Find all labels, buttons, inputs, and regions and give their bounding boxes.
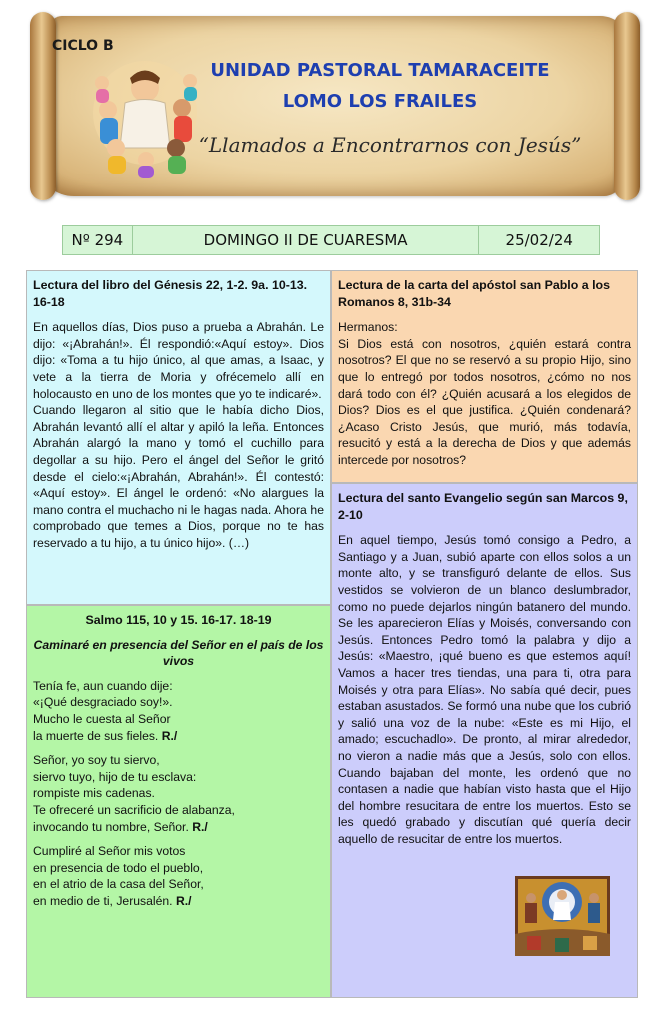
- psalm-line: invocando tu nombre, Señor.: [33, 819, 189, 834]
- gospel-heading: Lectura del santo Evangelio según san Marcos 9, 2-10: [338, 491, 628, 522]
- psalm-stanza-3: [33, 843, 324, 909]
- transfiguration-icon: [515, 876, 610, 956]
- gospel-mark: [331, 483, 638, 998]
- psalm-line: Cumpliré al Señor mis votos: [33, 844, 186, 859]
- psalm-refrain: R./: [161, 728, 178, 743]
- psalm-line: en medio de ti, Jerusalén.: [33, 893, 173, 908]
- bulletin-info-bar: [62, 225, 600, 255]
- psalm-line: en el atrio de la casa del Señor,: [33, 877, 204, 892]
- reading-romans: [331, 270, 638, 483]
- psalm-line: «¡Qué desgraciado soy!».: [33, 695, 173, 710]
- psalm-heading: Salmo 115, 10 y 15. 16-17. 18-19: [85, 613, 272, 627]
- psalm-line-last: [33, 728, 324, 745]
- psalm-line: la muerte de sus fieles.: [33, 728, 159, 743]
- reading-genesis: [26, 270, 331, 605]
- psalm-line: rompiste mis cadenas.: [33, 786, 155, 801]
- genesis-heading: Lectura del libro del Génesis 22, 1-2. 9a. 10-13. 16-18: [33, 278, 308, 309]
- psalm-refrain: R./: [192, 819, 208, 834]
- psalm-refrain: R./: [175, 893, 192, 908]
- genesis-paragraph-2: Cuando llegaron al sitio que le había dicho Dios, Abrahán levantó allí el altar y apiló la leña. Entonces Abrahán alargó la mano y tomó el cuchillo para degollar a su hijo. Pero el ángel del Señor le gritó desde el cielo:«¡Abrahán, Abrahán!». Él contestó: «Aquí estoy». El ángel le ordenó: «No alargues la mano contra el muchacho ni le hagas nada. Ahora he comprobado que temes a Dios, porque no te has reservado a tu hijo, a tu único hijo». (…): [33, 403, 324, 550]
- psalm-line-last: [33, 819, 324, 836]
- romans-heading: Lectura de la carta del apóstol san Pablo a los Romanos 8, 31b-34: [338, 278, 610, 309]
- psalm-line: en presencia de todo el pueblo,: [33, 860, 204, 875]
- romans-greeting: Hermanos:: [338, 320, 398, 335]
- psalm: [26, 605, 331, 998]
- psalm-line-last: [33, 893, 324, 910]
- psalm-stanza-1: [33, 678, 324, 744]
- liturgical-day: DOMINGO II DE CUARESMA: [133, 226, 480, 254]
- psalm-line: Tenía fe, aun cuando dije:: [33, 678, 173, 693]
- organization-location: LOMO LOS FRAILES: [282, 91, 478, 112]
- bulletin-number: Nº 294: [63, 226, 133, 254]
- header-banner: [30, 8, 640, 208]
- scroll-roll-right: [614, 12, 640, 200]
- romans-paragraph: Si Dios está con nosotros, ¿quién estará contra nosotros? El que no se reservó a su propio Hijo, sino que lo entregó por todos nosotros, ¿cómo no nos dará todo con él? ¿Quién acusará a los elegidos de Dios? Dios es el que justifica. ¿Quién condenará? ¿Acaso Cristo Jesús, que murió, más todavía, resucitó y está a la derecha de Dios y que además intercede por nosotros?: [338, 336, 631, 467]
- psalm-stanza-2: [33, 752, 324, 835]
- bulletin-date: 25/02/24: [505, 231, 573, 249]
- motto: “Llamados a Encontrarnos con Jesús”: [198, 133, 582, 157]
- psalm-response: Caminaré en presencia del Señor en el país de los vivos: [33, 637, 324, 669]
- organization-name: UNIDAD PASTORAL TAMARACEITE: [210, 60, 550, 81]
- gospel-paragraph: En aquel tiempo, Jesús tomó consigo a Pedro, a Santiago y a Juan, subió aparte con ellos solos a un monte alto, y se transfiguró delante de ellos. Sus vestidos se volvieron de un blanco deslumbrador, como no puede dejarlos ningún batanero del mundo. Se les aparecieron Elías y Moisés, conversando con Jesús. Entonces Pedro tomó la palabra y dijo a Jesús: «Maestro, ¡qué bueno es que estemos aquí! Vamos a hacer tres tiendas, una para ti, otra para Moisés y otra para Elías». No sabía qué decir, pues estaban asustados. Se formó una nube que los cubrió y salió una voz de la nube: «Este es mi Hijo, el amado; escuchadlo». De pronto, al mirar alrededor, no vieron a nadie más que a Jesús, solo con ellos. Cuando bajaban del monte, les ordenó que no contasen a nadie que habían visto hasta que el Hijo del hombre resucitara de entre los muertos. Esto se les quedó grabado y discutían qué quería decir aquello de resucitar de entre los muertos.: [338, 533, 631, 846]
- psalm-line: Señor, yo soy tu siervo,: [33, 753, 160, 768]
- liturgical-cycle: CICLO B: [52, 38, 114, 54]
- psalm-line: Te ofreceré un sacrificio de alabanza,: [33, 802, 235, 817]
- genesis-paragraph-1: En aquellos días, Dios puso a prueba a Abrahán. Le dijo: «¡Abrahán!». Él respondió:«Aquí estoy». Dios dijo: «Toma a tu hijo único, al que amas, a Isaac, y vete a la tierra de Moria y ofrécemelo allí en holocausto en uno de los montes que yo te indicaré».: [33, 320, 324, 401]
- psalm-line: siervo tuyo, hijo de tu esclava:: [33, 769, 197, 784]
- psalm-line: Mucho le cuesta al Señor: [33, 711, 171, 726]
